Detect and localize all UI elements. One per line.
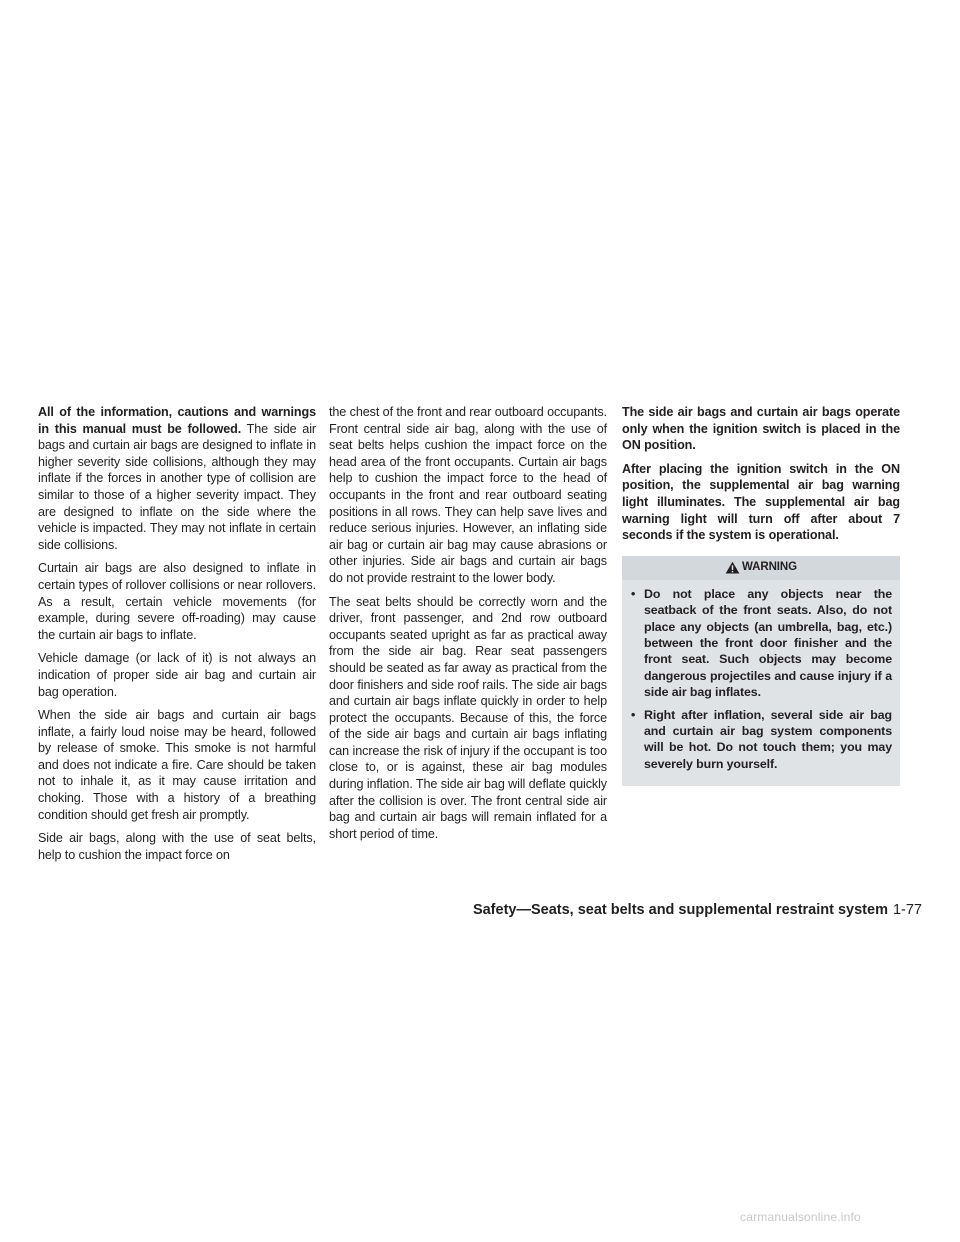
paragraph: When the side air bags and curtain air bags inflate, a fairly loud noise may be heard, followed by release of smoke. This smoke is not harmful and does not indicate a fire. Care should be taken not to inhale it, as it may cause irritation and choking. Those with a history of a breathing condition should get fresh air promptly. (38, 708, 316, 822)
paragraph: Side air bags, along with the use of seat belts, help to cushion the impact force on (38, 831, 316, 862)
warning-item (630, 586, 892, 701)
bold-paragraph: The side air bags and curtain air bags operate only when the ignition switch is placed in the ON position. (622, 405, 900, 453)
warning-triangle-icon (725, 561, 740, 574)
warning-box (622, 556, 900, 786)
warning-title: WARNING (742, 561, 797, 574)
paragraph (38, 404, 316, 553)
text-column-2 (329, 404, 607, 849)
bold-paragraph: After placing the ignition switch in the ON position, the supplemental air bag warning light illuminates. The supplemental air bag warning light will turn off after about 7 seconds if the system is operational. (622, 461, 900, 543)
bullet: • (631, 586, 636, 601)
paragraph: Curtain air bags are also designed to inflate in certain types of rollover collisions or near rollovers. As a result, certain vehicle movements (for example, during severe off-roading) may cause the curtain air bags to inflate. (38, 561, 316, 642)
paragraph: the chest of the front and rear outboard occupants. Front central side air bag, along with the use of seat belts helps cushion the impact force on the head area of the front occupants. Curtain air bags help to cushion the impact force to the head of occupants in the front and rear outboard seating positions in all rows. They can help save lives and reduce serious injuries. However, an inflating side air bag or curtain air bag may cause abrasions or other injuries. Side air bags and curtain air bags do not provide restraint to the lower body. (329, 405, 607, 585)
section-title: Safety—Seats, seat belts and supplemental restraint system (472, 902, 888, 918)
warning-item (630, 707, 892, 773)
bullet: • (631, 707, 636, 722)
warning-item-text: Do not place any objects near the seatback of the front seats. Also, do not place any objects (an umbrella, bag, etc.) between the front door finisher and the front seat. Such objects may become dangerous projectiles and cause injury if a side air bag inflates. (644, 586, 892, 700)
text-column-3 (622, 404, 900, 786)
paragraph-text: The side air bags and curtain air bags are designed to inflate in higher severity side collisions, although they may inflate if the forces in another type of collision are similar to those of a higher severity impact. They are designed to inflate on the side where the vehicle is impacted. They may not inflate in certain side collisions. (38, 421, 316, 552)
page-number: 1-77 (892, 902, 922, 918)
warning-header (622, 556, 900, 580)
paragraph: The seat belts should be correctly worn and the driver, front passenger, and 2nd row outboard occupants seated upright as far as practical away from the side air bag. Rear seat passengers should be seated as far away as practical from the door finishers and side roof rails. The side air bags and curtain air bags inflate quickly in order to help protect the occupants. Because of this, the force of the side air bags and curtain air bags inflating can increase the risk of injury if the occupant is too close to, or is against, these air bag modules during inflation. The side air bag will deflate quickly after the collision is over. The front central side air bag and curtain air bags will remain inflated for a short period of time. (329, 594, 607, 841)
page-footer (473, 902, 922, 918)
bold-intro: All of the information, cautions and warnings in this manual must be followed. (38, 405, 316, 436)
paragraph: Vehicle damage (or lack of it) is not always an indication of proper side air bag and curtain air bag operation. (38, 651, 316, 699)
watermark: carmanualsonline.info (740, 1210, 861, 1224)
warning-item-text: Right after inflation, several side air bag and curtain air bag system components will be hot. Do not touch them; you may severely burn yourself. (644, 707, 892, 771)
text-column-1 (38, 404, 316, 870)
warning-list (622, 580, 900, 772)
